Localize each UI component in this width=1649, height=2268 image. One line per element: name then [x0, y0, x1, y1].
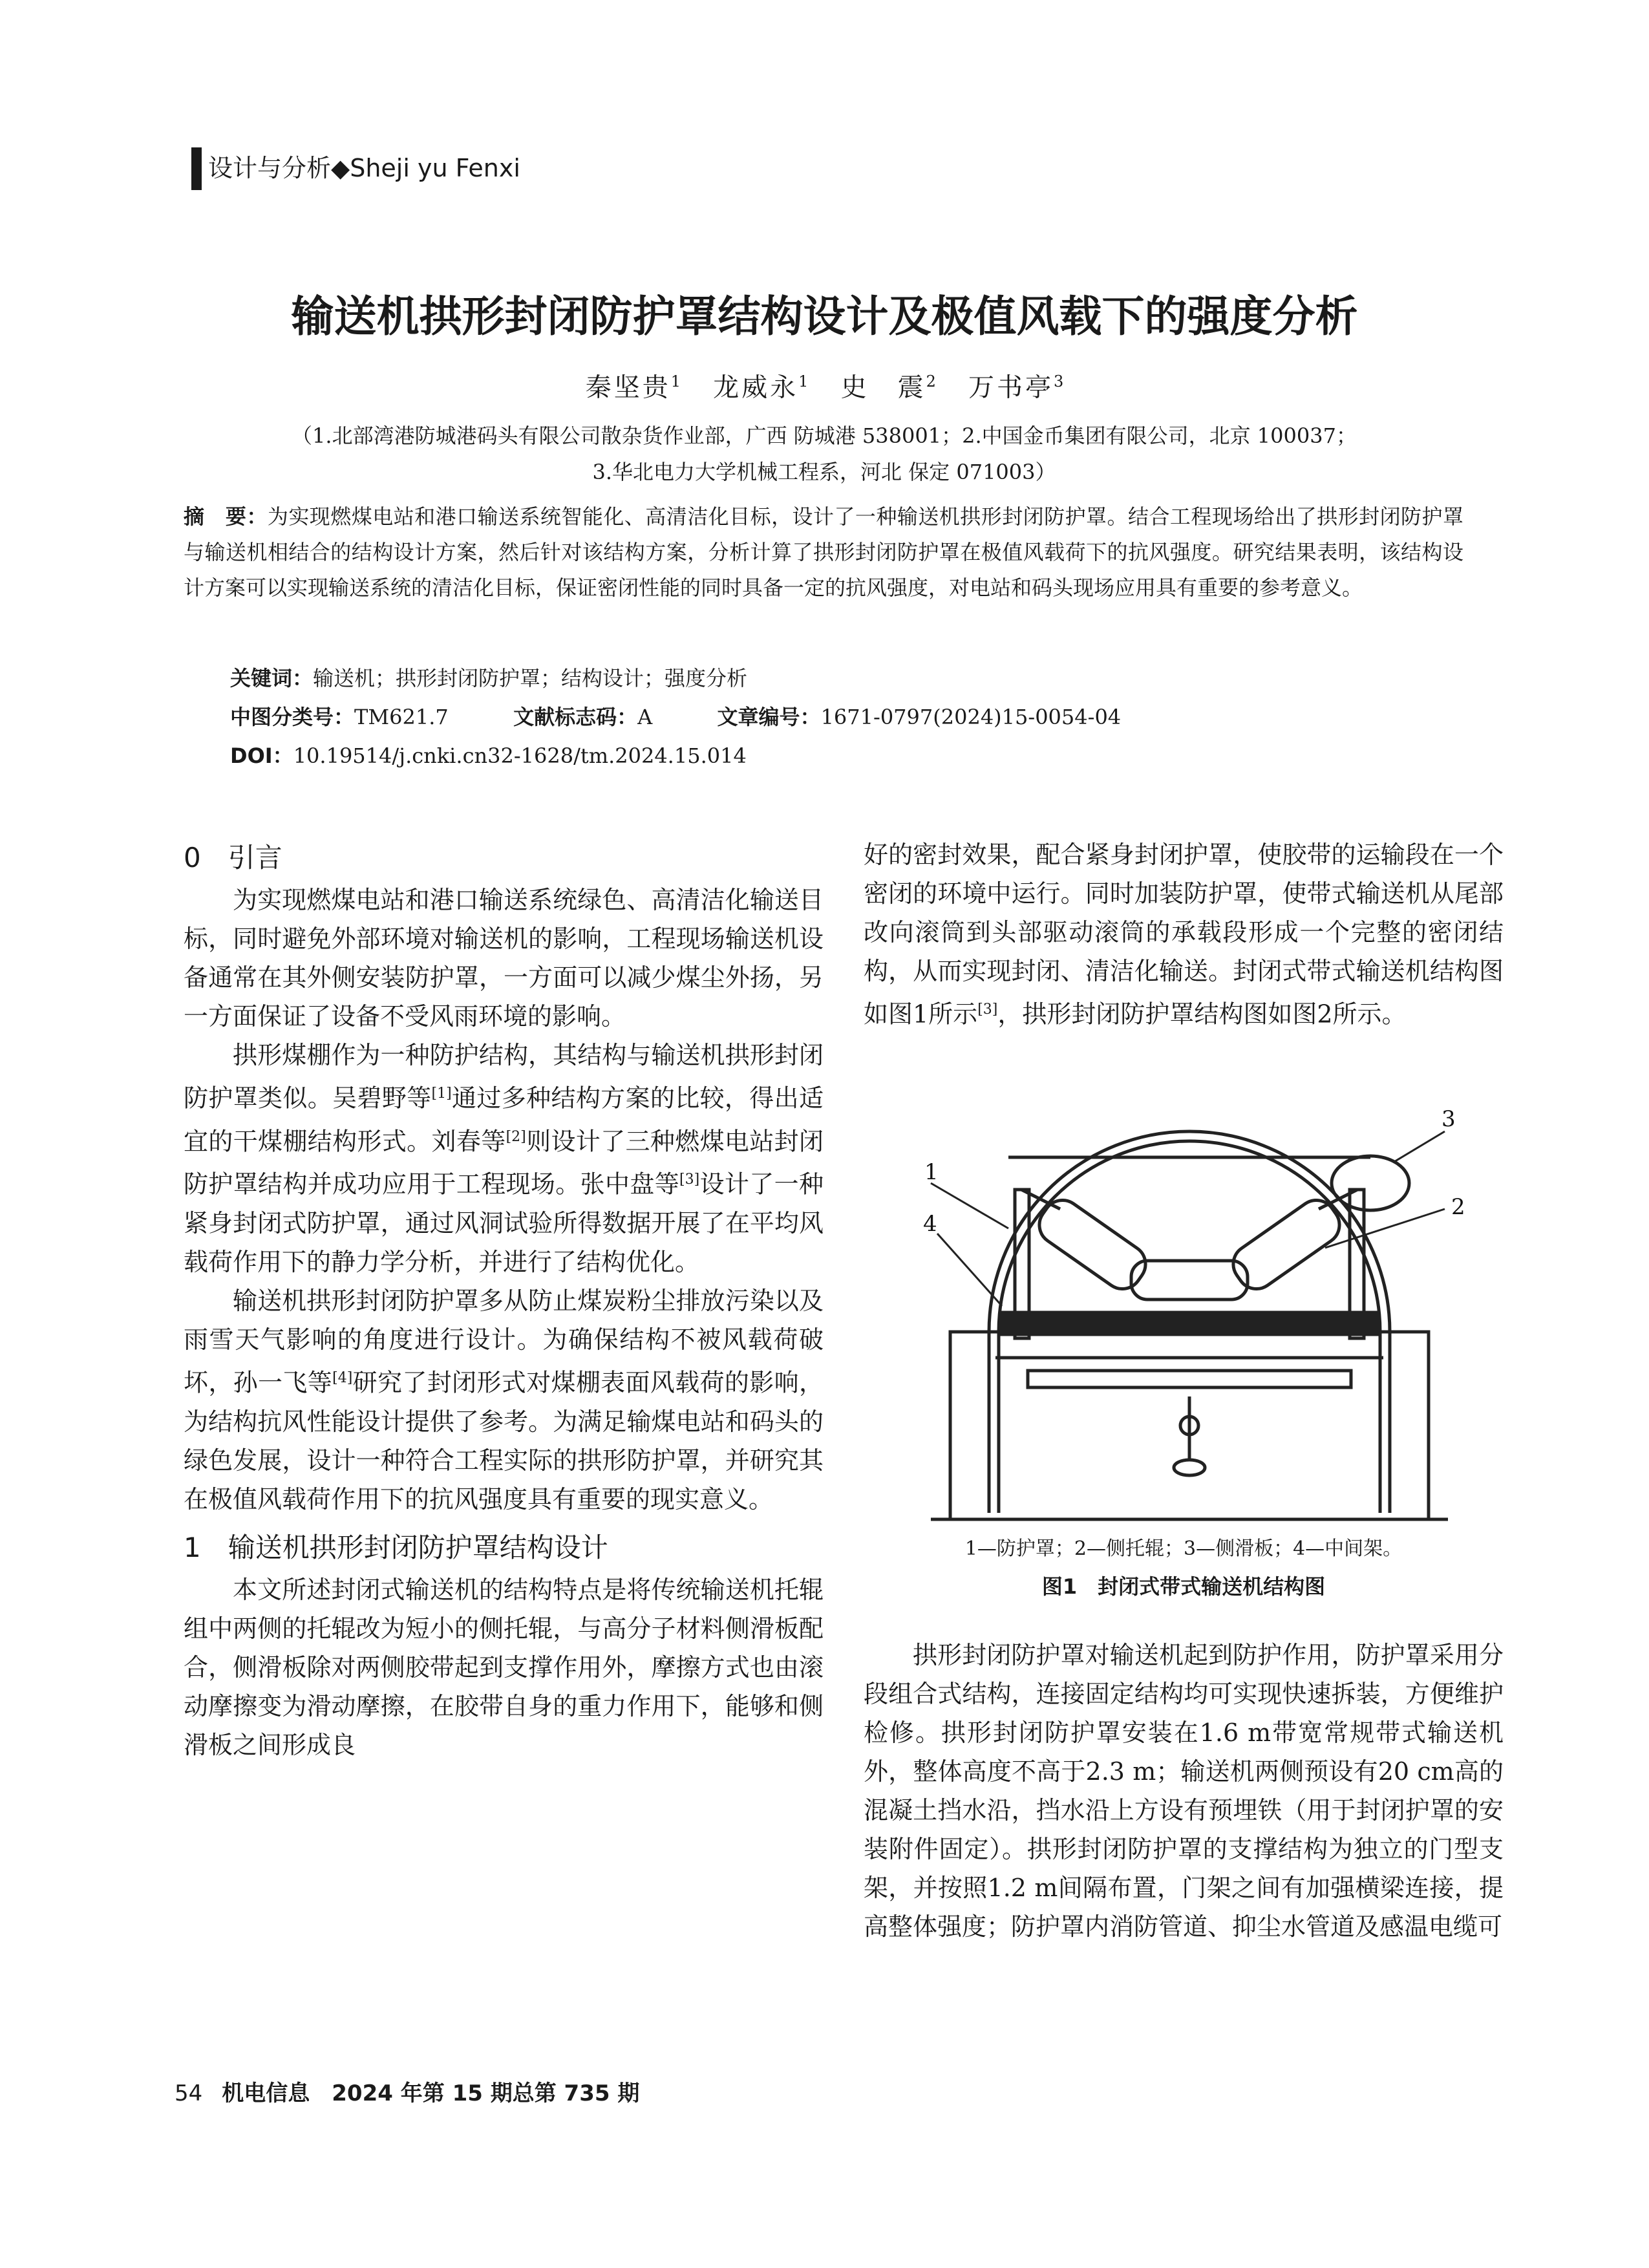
author-mark: 1 [798, 372, 809, 390]
paragraph-text: 拱形煤棚作为一种防护结构，其结构与输送机拱形封闭防护罩类似。吴碧野等 [184, 1041, 824, 1113]
paragraph-text: 设计了一种紧身封闭式防护罩，通过风洞试验所得数据开展了在平均风载荷作用下的静力学分析，并进行了结构优化。 [184, 1170, 824, 1276]
section-heading-1: 1 输送机拱形封闭防护罩结构设计 [184, 1531, 608, 1563]
paragraph [864, 1636, 1504, 1946]
abstract-label: 摘 要： [184, 504, 268, 529]
figure-label: 2 [1451, 1194, 1465, 1220]
affiliation-line: 3.华北电力大学机械工程系，河北 保定 071003） [592, 460, 1056, 484]
left-column [184, 835, 824, 1764]
doc-value: A [637, 705, 653, 729]
figure-1-caption: 图1 封闭式带式输送机结构图 [1041, 1574, 1326, 1599]
abstract-text: 为实现燃煤电站和港口输送系统智能化、高清洁化目标，设计了一种输送机拱形封闭防护罩。结合工程现场给出了拱形封闭防护罩与输送机相结合的结构设计方案，然后针对该结构方案，分析计算了拱形封闭防护罩在极值风载荷下的抗风强度。研究结果表明，该结构设计方案可以实现输送系统的清洁化目标，保证密闭性能的同时具备一定的抗风强度，对电站和码头现场应用具有重要的参考意义。 [184, 504, 1463, 600]
paragraph-text: 输送机拱形封闭防护罩多从防止煤炭粉尘排放污染以及雨雪天气影响的角度进行设计。为确保结构不被风载荷破坏，孙一飞等 [184, 1286, 824, 1397]
paragraph [184, 881, 824, 1036]
right-column-top [864, 835, 1504, 1034]
paragraph-text: 为实现燃煤电站和港口输送系统绿色、高清洁化输送目标，同时避免外部环境对输送机的影响，工程现场输送机设备通常在其外侧安装防护罩，一方面可以减少煤尘外扬，另一方面保证了设备不受风雨环境的影响。 [184, 886, 824, 1031]
figure-label: 4 [923, 1211, 937, 1237]
paragraph-text: ，拱形封闭防护罩结构图如图2所示。 [997, 1000, 1407, 1029]
doi-value: 10.19514/j.cnki.cn32-1628/tm.2024.15.014 [293, 744, 747, 768]
paragraph-text: 则设计了三种燃煤电站封闭防护罩结构并成功应用于工程现场。张中盘等 [184, 1127, 824, 1199]
doi-label: DOI： [230, 744, 293, 768]
author-name: 史 震 [840, 372, 926, 403]
right-column-bottom [864, 1636, 1504, 1946]
section-header-bar [191, 147, 202, 190]
citation: [2] [505, 1128, 526, 1145]
author-mark: 1 [670, 372, 681, 390]
paragraph-text: 拱形封闭防护罩对输送机起到防护作用，防护罩采用分段组合式结构，连接固定结构均可实现快速拆装，方便维护检修。拱形封闭防护罩安装在1.6 m带宽常规带式输送机外，整体高度不高于2.3 m；输送机两侧预设有20 cm高的混凝土挡水沿，挡水沿上方设有预埋铁（用于封闭护罩的安装附件固定）。拱形封闭防护罩的支撑结构为独立的门型支架，并按照1.2 m间隔布置，门架之间有加强横梁连接，提高整体强度；防护罩内消防管道、抑尘水管道及感温电缆可 [864, 1641, 1504, 1941]
paragraph [184, 1570, 824, 1764]
paragraph-text: 研究了封闭形式对煤棚表面风载荷的影响，为结构抗风性能设计提供了参考。为满足输煤电站和码头的绿色发展，设计一种符合工程实际的拱形防护罩，并研究其在极值风载荷作用下的抗风强度具有重要的现实意义。 [184, 1368, 824, 1514]
keywords [230, 661, 747, 696]
clc-label: 中图分类号： [230, 705, 355, 729]
keywords-label: 关键词： [230, 666, 314, 690]
doi [230, 738, 747, 774]
citation: [3] [679, 1171, 700, 1188]
paper-title: 输送机拱形封闭防护罩结构设计及极值风载下的强度分析 [291, 292, 1358, 341]
author-mark: 2 [926, 372, 936, 390]
author-name: 龙威永 [713, 372, 799, 403]
paragraph [184, 1281, 824, 1519]
citation: [4] [332, 1369, 353, 1386]
figure-1-drawing [905, 1099, 1474, 1526]
citation: [3] [977, 1001, 998, 1018]
paragraph-text: 通过多种结构方案的比较，得出适宜的干煤棚结构形式。刘春等 [184, 1084, 824, 1156]
citation: [1] [431, 1086, 452, 1102]
article-no-label: 文章编号： [717, 705, 821, 729]
figure-label: 3 [1442, 1106, 1456, 1132]
author-list [0, 362, 1649, 407]
figure-1-legend: 1—防护罩；2—侧托辊；3—侧滑板；4—中间架。 [964, 1537, 1403, 1560]
paragraph-text: 好的密封效果，配合紧身封闭护罩，使胶带的运输段在一个密闭的环境中运行。同时加装防护罩，使带式输送机从尾部改向滚筒到头部驱动滚筒的承载段形成一个完整的密闭结构，从而实现封闭、清洁化输送。封闭式带式输送机结构图如图1所示 [864, 840, 1504, 1029]
affiliation-line: （1.北部湾港防城港码头有限公司散杂货作业部，广西 防城港 538001；2.中国金币集团有限公司，北京 100037； [292, 423, 1357, 448]
paragraph-text: 本文所述封闭式输送机的结构特点是将传统输送机托辊组中两侧的托辊改为短小的侧托辊，与高分子材料侧滑板配合，侧滑板除对两侧胶带起到支撑作用外，摩擦方式也由滚动摩擦变为滑动摩擦，在胶带自身的重力作用下，能够和侧滑板之间形成良 [184, 1575, 824, 1759]
author-mark: 3 [1054, 372, 1064, 390]
clc-value: TM621.7 [354, 705, 449, 729]
doc-label: 文献标志码： [513, 705, 638, 729]
page-number: 54 [175, 2081, 203, 2106]
classification [230, 700, 1121, 735]
journal-issue: 机电信息 2024 年第 15 期总第 735 期 [222, 2081, 640, 2106]
author-name: 秦坚贵 [585, 372, 671, 403]
page-footer [175, 2077, 639, 2110]
section-heading-intro: 0 引言 [184, 842, 282, 873]
section-header: 设计与分析◆Sheji yu Fenxi [208, 154, 520, 182]
paragraph [184, 1036, 824, 1281]
article-no-value: 1671-0797(2024)15-0054-04 [820, 705, 1122, 729]
figure-label: 1 [924, 1159, 939, 1185]
author-name: 万书亭 [968, 372, 1054, 403]
paragraph [864, 835, 1504, 1034]
abstract [184, 499, 1463, 606]
keywords-text: 输送机；拱形封闭防护罩；结构设计；强度分析 [313, 666, 748, 690]
